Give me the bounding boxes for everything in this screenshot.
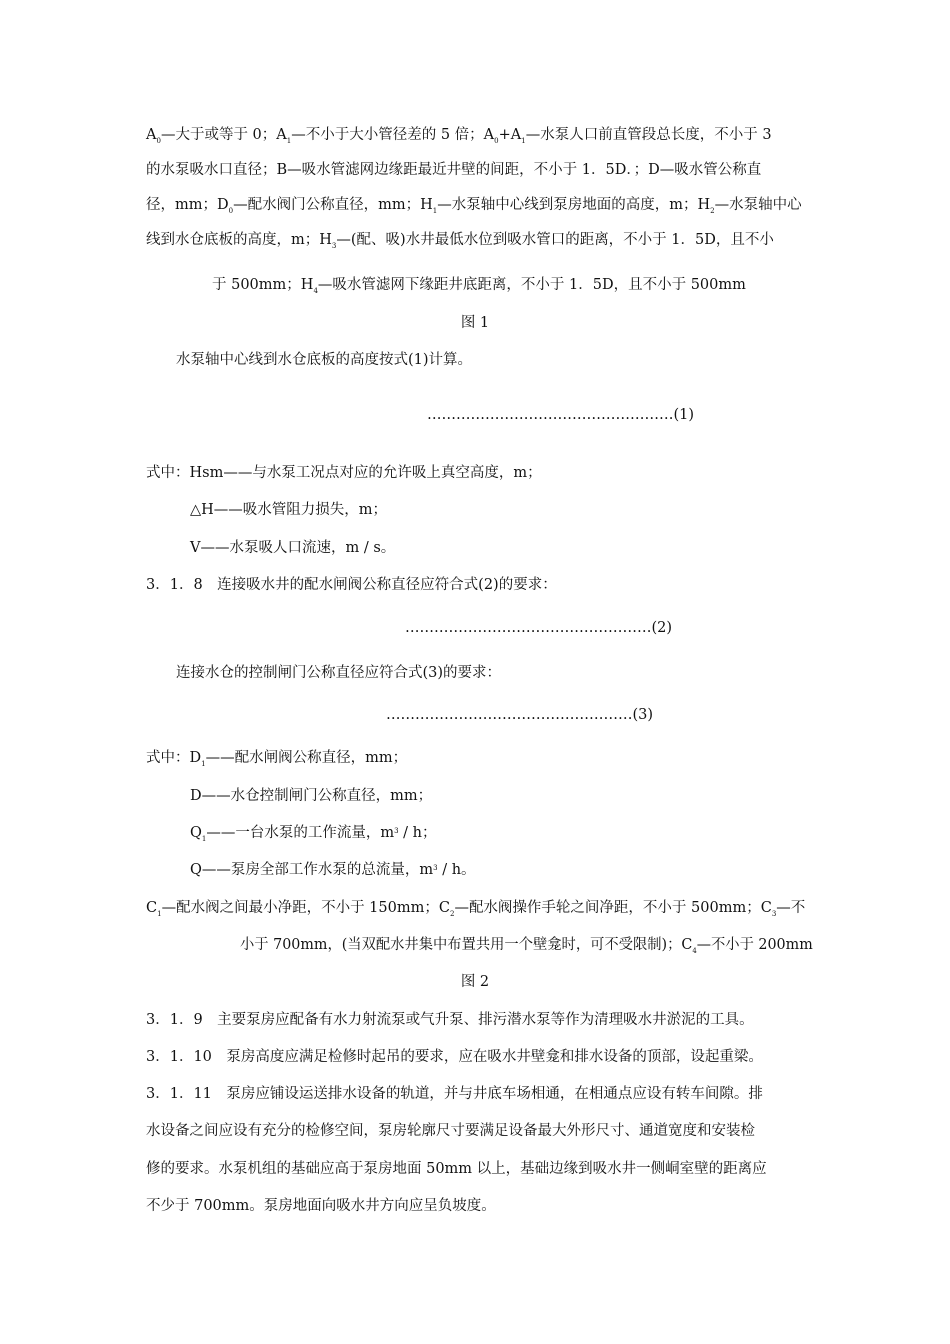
- figure-2-caption: 图 2: [460, 974, 490, 990]
- formula-3-intro: 连接水仓的控制闸门公称直径应符合式(3)的要求：: [176, 665, 502, 681]
- fig1-note-line-3: 径，mm；$D_0—$配水阀门公称直径，mm；$H_1—$水泵轴中心线到泵房地面的高度，m；$H_2—$水泵轴中心: [146, 197, 802, 215]
- fig1-note-line-5: 于 500mm；$H_4—$吸水管滤网下缘距井底距离，不小于 1．5D，且不小于 500mm: [212, 277, 746, 295]
- section-3-1-9: 3．1．9 主要泵房应配备有水力射流泵或气升泵、排污潜水泵等作为清理吸水井淤泥的工具。: [146, 1012, 754, 1028]
- equation-1-leader: ……………………………………………(1): [427, 407, 695, 423]
- where-d1: 式中：$D_1——$配水闸阀公称直径，mm；: [146, 750, 408, 768]
- where-v: V——水泵吸人口流速，m / s。: [190, 540, 396, 556]
- where-hsm: 式中：Hsm——与水泵工况点对应的允许吸上真空高度，m；: [146, 465, 542, 481]
- equation-3-leader: ……………………………………………(3): [386, 707, 654, 723]
- section-3-1-11-line-2: 水设备之间应设有充分的检修空间，泵房轮廓尺寸要满足设备最大外形尺寸、通道宽度和安装检: [146, 1123, 755, 1139]
- fig1-note-line-1: $A_0—$大于或等于 0；$A_1—$不小于大小管径差的 5 倍；$A_0+A_1—$水泵人口前直管段总长度，不小于 3: [146, 127, 772, 145]
- formula-1-intro: 水泵轴中心线到水仓底板的高度按式(1)计算。: [176, 352, 473, 368]
- fig2-note-line-1: $C_1—$配水阀之间最小净距，不小于 150mm；$C_2—$配水阀操作手轮之间净距，不小于 500mm；$C_3—$不: [146, 900, 806, 918]
- equation-2-leader: ……………………………………………(2): [405, 620, 673, 636]
- section-3-1-11-line-1: 3．1．11 泵房应铺设运送排水设备的轨道，并与井底车场相通，在相通点应设有转车间隙。排: [146, 1086, 763, 1102]
- fig1-note-line-2: 的水泵吸水口直径；B—吸水管滤网边缘距最近井壁的间距，不小于 1．5D．；D—吸水管公称直: [146, 162, 762, 178]
- section-3-1-8: 3．1．8 连接吸水井的配水闸阀公称直径应符合式(2)的要求：: [146, 577, 557, 593]
- where-dh: △H——吸水管阻力损失，m；: [190, 502, 388, 518]
- where-q: Q——泵房全部工作水泵的总流量，$m^3$ / h。: [190, 862, 476, 878]
- section-3-1-10: 3．1．10 泵房高度应满足检修时起吊的要求，应在吸水井壁龛和排水设备的顶部，设起重梁。: [146, 1049, 763, 1065]
- figure-1-caption: 图 1: [460, 315, 490, 331]
- where-q1: $Q_1——$一台水泵的工作流量，$m^3$ / h；: [190, 825, 437, 843]
- where-d: D——水仓控制闸门公称直径，mm；: [190, 788, 433, 804]
- section-3-1-11-line-4: 不少于 700mm。泵房地面向吸水井方向应呈负坡度。: [146, 1198, 496, 1214]
- fig2-note-line-2: 小于 700mm，(当双配水井集中布置共用一个壁龛时，可不受限制)；$C_4—$不小于 200mm: [240, 937, 813, 955]
- section-3-1-11-line-3: 修的要求。水泵机组的基础应高于泵房地面 50mm 以上，基础边缘到吸水井一侧峒室壁的距离应: [146, 1161, 767, 1177]
- fig1-note-line-4: 线到水仓底板的高度，m；$H_3—$(配、吸)水井最低水位到吸水管口的距离，不小于 1．5D，且不小: [146, 232, 774, 250]
